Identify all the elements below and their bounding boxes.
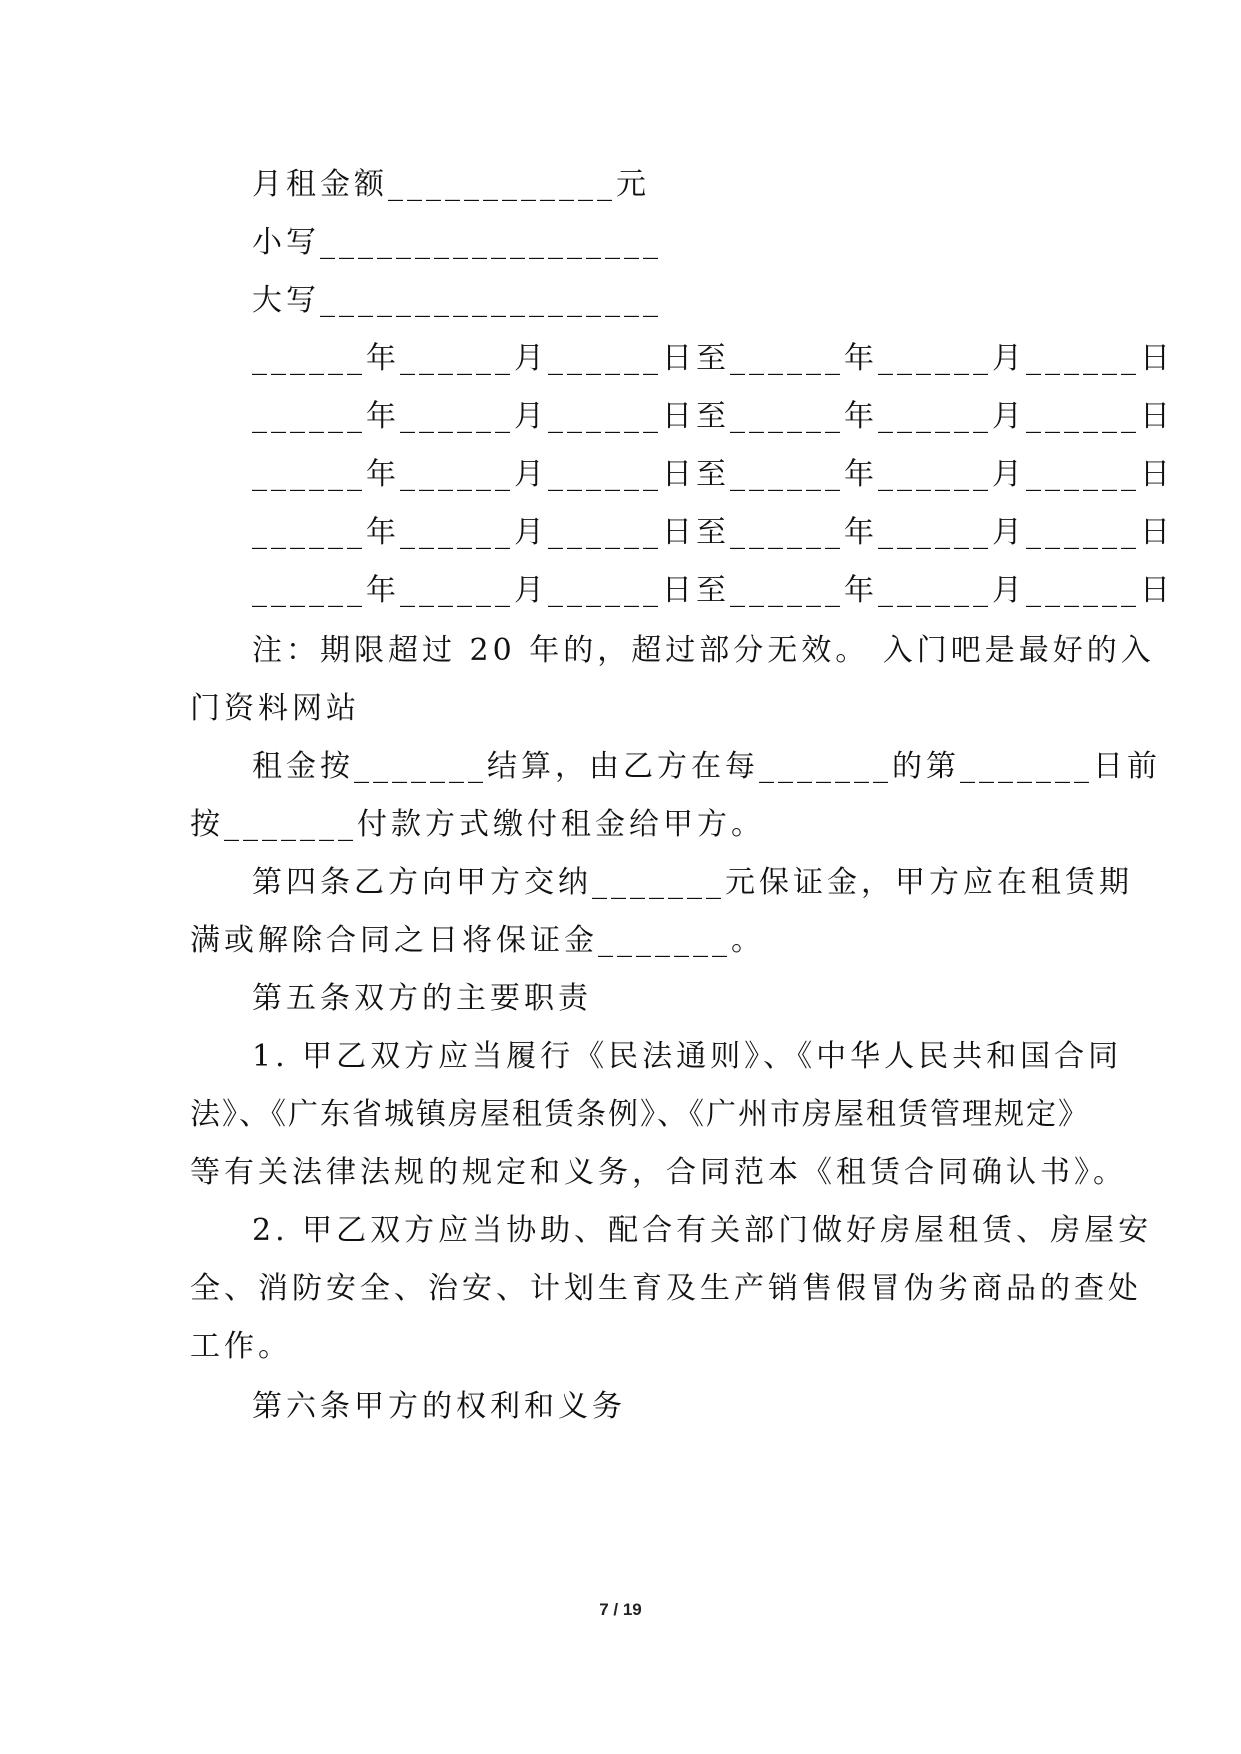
uppercase-amount-line: 大写__________________ [252, 283, 662, 318]
date-range-line: ______年______月______日至______年______月______日 [252, 457, 1174, 492]
duty-item-2: 2. 甲乙双方应当协助、配合有关部门做好房屋租赁、房屋安 [252, 1213, 1153, 1248]
article-six-heading: 第六条甲方的权利和义务 [252, 1389, 626, 1424]
note-paragraph-line: 注：期限超过 20 年的，超过部分无效。 入门吧是最好的入 [252, 633, 1155, 668]
monthly-rent-line: 月租金额____________元 [252, 167, 650, 202]
article-four-paragraph: 第四条乙方向甲方交纳_______元保证金，甲方应在租赁期 [252, 865, 1133, 900]
duty-item-1: 法》、《广东省城镇房屋租赁条例》、《广州市房屋租赁管理规定》 [190, 1097, 1090, 1132]
rent-payment-paragraph: 按_______付款方式缴付租金给甲方。 [190, 807, 765, 842]
article-five-heading: 第五条双方的主要职责 [252, 981, 592, 1016]
page-number: 7 / 19 [599, 1600, 642, 1619]
note-paragraph-line: 门资料网站 [190, 691, 360, 726]
duty-item-1: 1. 甲乙双方应当履行《民法通则》、《中华人民共和国合同 [252, 1039, 1123, 1074]
duty-item-2: 工作。 [190, 1329, 292, 1364]
date-range-line: ______年______月______日至______年______月______日 [252, 341, 1174, 376]
lowercase-amount-line: 小写__________________ [252, 225, 662, 260]
rent-payment-paragraph: 租金按_______结算，由乙方在每_______的第_______日前 [252, 749, 1161, 784]
date-range-line: ______年______月______日至______年______月______日 [252, 399, 1174, 434]
date-range-line: ______年______月______日至______年______月______日 [252, 573, 1174, 608]
duty-item-1: 等有关法律法规的规定和义务，合同范本《租赁合同确认书》。 [190, 1155, 1127, 1190]
date-range-line: ______年______月______日至______年______月______日 [252, 515, 1174, 550]
article-four-paragraph: 满或解除合同之日将保证金_______。 [190, 923, 765, 958]
duty-item-2: 全、消防安全、治安、计划生育及生产销售假冒伪劣商品的查处 [190, 1271, 1142, 1306]
